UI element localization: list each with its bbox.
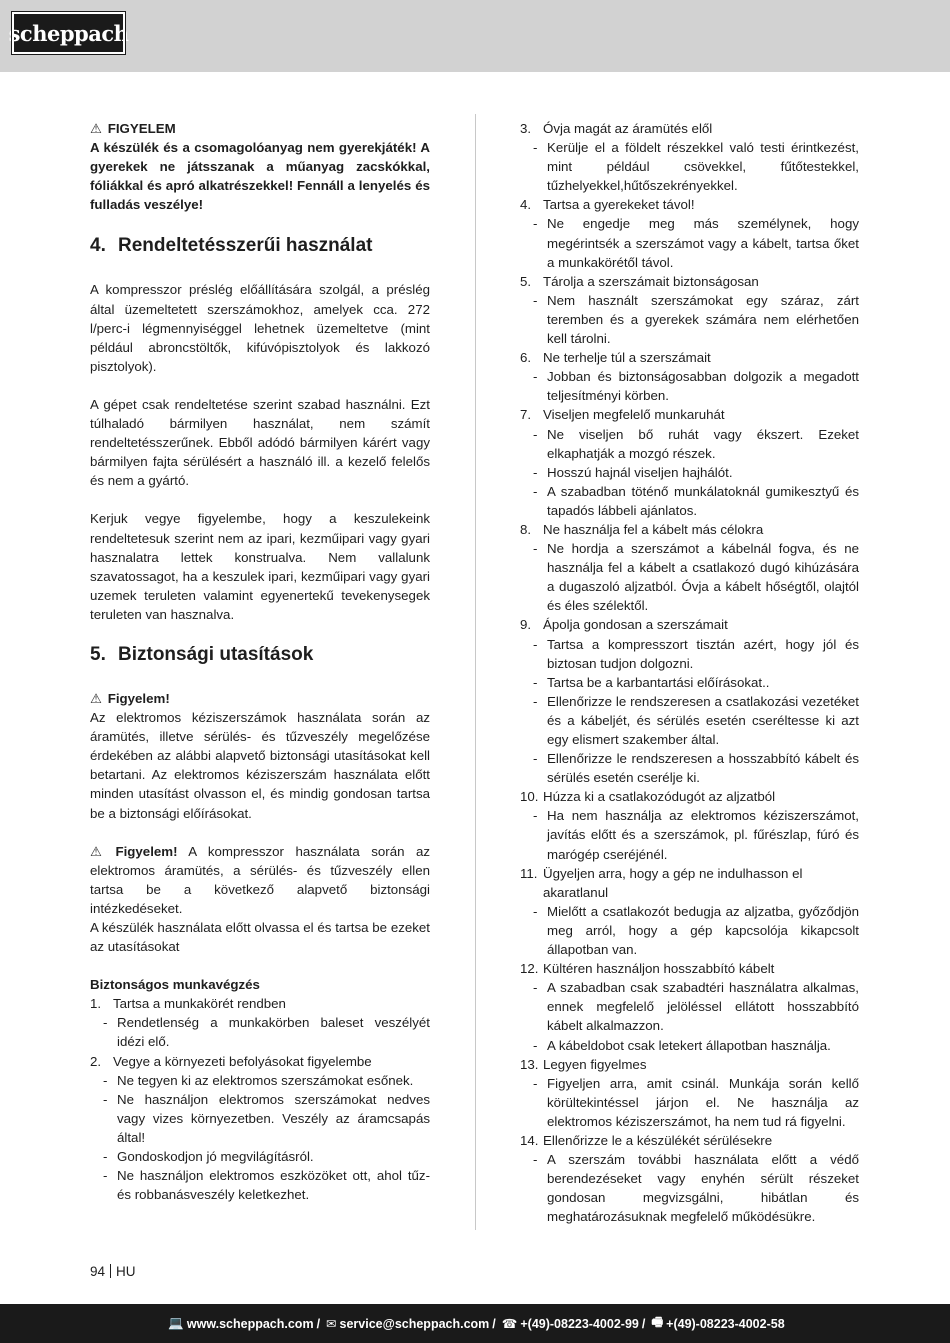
item-number: 8. xyxy=(520,521,532,537)
language-code: HU xyxy=(116,1264,136,1279)
phone-icon: ☎ xyxy=(501,1317,518,1331)
dash-marker: - xyxy=(103,1091,108,1107)
item-title: Tartsa a munkakörét rendben xyxy=(113,996,286,1012)
bullet-item xyxy=(90,1013,430,1051)
bullet-item xyxy=(90,1090,430,1147)
read-instructions-note: A készülék használata előtt olvassa el és tartsa be ezeket az utasításokat xyxy=(90,920,430,955)
page-separator xyxy=(110,1264,111,1278)
dash-marker: - xyxy=(533,636,538,652)
warning-text: A készülék és a csomagolóanyag nem gyerekjáték! A gyerekek ne játsszanak a műanyag zacskókkal, fóliákkal és apró alkatrészekkel! Fennáll a lenyelés és fulladás veszélye! xyxy=(90,140,430,213)
numbered-item xyxy=(520,787,859,806)
bullet-text: Tartsa be a karbantartási előírásokat.. xyxy=(547,674,770,690)
section-4-paragraph: A gépet csak rendeltetése szerint szabad használni. Ezt túlhaladó bármilyen használat, nem számít rendeltetésszerűnek. Ebből adódó bármilyen kárért vagy bármilyen fajta sérülésért a használó ill. a kezelő felelős és nem a gyártó. xyxy=(90,396,430,489)
numbered-item xyxy=(520,119,859,138)
bullet-item xyxy=(520,635,859,673)
warning-title: FIGYELEM xyxy=(107,121,176,136)
bullet-text: Figyeljen arra, amit csinál. Munkája során kellő körültekintéssel járjon el. Ne használja az elektromos kéziszerszámot, ha nem tud rá figyelni. xyxy=(547,1075,859,1129)
bullet-item xyxy=(90,1166,430,1204)
dash-marker: - xyxy=(533,426,538,442)
fax-number: +(49)-08223-4002-58 xyxy=(666,1316,785,1331)
bullet-item xyxy=(520,367,859,405)
section-4-paragraph: A kompresszor préslég előállítására szolgál, a préslég által üzemeltetett szerszámokhoz, amelyek cca. 272 l/perc-i légmennyiséggel lehetnek üzemeltetve (mint például abroncstöltők, kifúvópisztolyok és lakkozó pisztolyok). xyxy=(90,282,430,374)
dash-marker: - xyxy=(533,1037,538,1053)
column-divider xyxy=(475,114,476,1230)
bullet-text: Ellenőrizze le rendszeresen a hosszabbító kábelt és sérülés esetén cserélje ki. xyxy=(547,751,859,786)
item-number: 3. xyxy=(520,121,532,136)
numbered-item xyxy=(520,864,859,902)
dash-marker: - xyxy=(533,903,538,919)
item-title: Ügyeljen arra, hogy a gép ne indulhasson el akaratlanul xyxy=(543,865,803,900)
item-number: 6. xyxy=(520,350,532,366)
bullet-item xyxy=(90,1071,430,1090)
numbered-item xyxy=(520,405,859,424)
bullet-text: A szerszám további használata előtt a védő berendezéseket vagy enyhén sérült részeket gondosan megvizsgálni, hibátlan és meghatározásuknak megfelelő működésükre. xyxy=(547,1152,859,1225)
item-title: Legyen figyelmes xyxy=(543,1056,647,1072)
bullet-text: Rendetlenség a munkakörben baleset veszélyét idézi elő. xyxy=(117,1015,430,1050)
safety-warning-1: ⚠ Figyelem! Az elektromos kéziszerszámok használata során az áramütés, illetve sérülés- és tűzveszély megelőzése érdekében az alábbi alapvető biztonsági utasításokat kell betartani. Az elektromos kéziszerszám használata előtt minden utasítást olvasson el, és mindig gondosan tartsa be a biztonsági előírásokat. xyxy=(90,690,430,821)
dash-marker: - xyxy=(103,1072,108,1088)
numbered-item xyxy=(520,615,859,634)
bullet-text: Ne használjon elektromos szerszámokat nedves vagy vizes környezetben. Veszély az áramcsapás által! xyxy=(117,1091,430,1145)
bullet-text: Ha nem használja az elektromos kéziszerszámot, javítás előtt és a szerszámok, pl. fűrészlap, fúró és marógép cseréjénél. xyxy=(547,808,859,862)
bullet-text: Tartsa a kompresszort tisztán azért, hogy jól és biztosan tudjon dolgozni. xyxy=(547,636,859,671)
item-title: Kültéren használjon hosszabbító kábelt xyxy=(543,961,775,977)
bullet-item xyxy=(520,902,859,959)
bullet-item xyxy=(520,978,859,1035)
item-title: Ne terhelje túl a szerszámait xyxy=(543,350,711,366)
bullet-text: A kábeldobot csak letekert állapotban használja. xyxy=(547,1037,831,1053)
item-title: Ápolja gondosan a szerszámait xyxy=(543,617,728,633)
bullet-text: Ellenőrizze le rendszeresen a csatlakozási vezetéket és a kábeljét, és sérülés esetén cseréltesse ki azt egy elismert szakember által. xyxy=(547,693,859,747)
bullet-item xyxy=(520,138,859,195)
dash-marker: - xyxy=(533,751,538,767)
numbered-item xyxy=(90,994,430,1013)
item-title: Vegye a környezeti befolyásokat figyelembe xyxy=(113,1053,372,1069)
bullet-item xyxy=(520,1036,859,1055)
bullet-item xyxy=(90,1147,430,1166)
numbered-item xyxy=(520,195,859,214)
item-number: 14. xyxy=(520,1132,539,1148)
dash-marker: - xyxy=(533,808,538,824)
numbered-item xyxy=(520,520,859,539)
warning-triangle-icon: ⚠ xyxy=(90,843,102,859)
warning-triangle-icon: ⚠ xyxy=(90,121,102,136)
bullet-item xyxy=(520,291,859,348)
section-4-heading: 4. Rendeltetésszerűi használat xyxy=(90,235,373,257)
safe-work-list xyxy=(90,994,430,1204)
numbered-item xyxy=(520,1055,859,1074)
bullet-item xyxy=(520,673,859,692)
section-4-paragraph: Kerjuk vegye figyelembe, hogy a keszulekeink rendeltetesuk szerint nem az ipari, kezműipari vagy gyari hasznalatra lettek konstrualva. Nem vallalunk szavatossagot, ha a keszulek ipari, kezműipari vagy gyari uzemek teruleten valamint egyenertekű tevekenysegek teruleten van hasznalva. xyxy=(90,511,430,622)
bullet-text: Ne használjon elektromos eszközöket ott, ahol tűz- és robbanásveszély keletkezhet. xyxy=(117,1168,430,1203)
bullet-item xyxy=(520,214,859,271)
dash-marker: - xyxy=(103,1015,108,1031)
item-title: Ellenőrizze le a készülékét sérülésekre xyxy=(543,1132,773,1148)
bullet-text: Hosszú hajnál viseljen hajhálót. xyxy=(547,464,733,480)
item-number: 9. xyxy=(520,617,532,633)
bullet-item xyxy=(520,463,859,482)
dash-marker: - xyxy=(533,541,538,557)
fax-icon: 🖷 xyxy=(651,1315,664,1329)
item-number: 7. xyxy=(520,407,532,423)
page-number-footer xyxy=(90,1264,136,1279)
safe-work-heading: Biztonságos munkavégzés xyxy=(90,977,260,993)
contact-footer-bar: 💻 www.scheppach.com / ✉ service@scheppach.com / ☎ +(49)-08223-4002-99 / 🖷 +(49)-08223-4002-58 xyxy=(0,1304,950,1343)
bullet-item xyxy=(520,539,859,615)
dash-marker: - xyxy=(533,980,538,996)
bullet-item xyxy=(520,482,859,520)
dash-marker: - xyxy=(533,216,538,232)
header-bar xyxy=(0,0,950,72)
item-title: Viseljen megfelelő munkaruhát xyxy=(543,407,725,423)
bullet-item xyxy=(520,749,859,787)
bullet-text: Jobban és biztonságosabban dolgozik a megadott teljesítményi körben. xyxy=(547,369,859,404)
dash-marker: - xyxy=(533,464,538,480)
item-number: 5. xyxy=(520,273,532,289)
bullet-text: Ne hordja a szerszámot a kábelnál fogva, és ne használja fel a kábelt a csatlakozó dugó kihúzására a dugaszoló aljzatból. Óvja a kábelt hőségtől, olajtól és éles szélektől. xyxy=(547,541,859,614)
numbered-item xyxy=(520,1131,859,1150)
dash-marker: - xyxy=(533,483,538,499)
item-number: 2. xyxy=(90,1053,102,1069)
bullet-text: A szabadban töténő munkálatoknál gumikesztyű és tapadós lábbeli ajánlatos. xyxy=(547,483,859,518)
right-column xyxy=(520,119,859,1226)
numbered-item xyxy=(90,1052,430,1071)
section-5-heading: 5. Biztonsági utasítások xyxy=(90,643,314,665)
computer-icon: 💻 xyxy=(168,1316,184,1330)
numbered-item xyxy=(520,959,859,978)
dash-marker: - xyxy=(533,674,538,690)
dash-marker: - xyxy=(533,1075,538,1091)
numbered-item xyxy=(520,272,859,291)
safety-warning-2: ⚠ Figyelem! A kompresszor használata során az elektromos áramütés, a sérülés- és tűzveszély ellen tartsa be a következő alapvető biztonsági intézkedéseket. xyxy=(90,843,430,916)
dash-marker: - xyxy=(103,1149,108,1165)
item-title: Húzza ki a csatlakozódugót az aljzatból xyxy=(543,789,776,805)
page-number: 94 xyxy=(90,1264,106,1279)
bullet-item xyxy=(520,425,859,463)
bullet-text: Gondoskodjon jó megvilágításról. xyxy=(117,1149,314,1165)
warning-block xyxy=(90,119,430,214)
numbered-item xyxy=(520,348,859,367)
item-title: Óvja magát az áramütés elől xyxy=(543,121,713,136)
bullet-item xyxy=(520,1150,859,1226)
website-link[interactable]: www.scheppach.com xyxy=(186,1316,314,1331)
phone-number: +(49)-08223-4002-99 xyxy=(520,1316,639,1331)
item-number: 1. xyxy=(90,996,102,1012)
bullet-text: Ne tegyen ki az elektromos szerszámokat esőnek. xyxy=(117,1072,414,1088)
bullet-text: A szabadban csak szabadtéri használatra alkalmas, ennek megfelelő jelöléssel ellátott hosszabbító kábelt alkalmazzon. xyxy=(547,980,859,1034)
item-number: 12. xyxy=(520,961,539,977)
dash-marker: - xyxy=(533,140,538,156)
dash-marker: - xyxy=(533,693,538,709)
bullet-text: Ne viseljen bő ruhát vagy ékszert. Ezeket elkaphatják a mozgó részek. xyxy=(547,426,859,461)
bullet-text: Mielőtt a csatlakozót bedugja az aljzatba, győződjön meg arról, hogy a gép kapcsolója kikapcsolt állapotban van. xyxy=(547,903,859,958)
item-number: 13. xyxy=(520,1056,539,1072)
bullet-text: Nem használt szerszámokat egy száraz, zárt teremben és a gyerekek számára nem elérhetően kell tárolni. xyxy=(547,292,859,347)
dash-marker: - xyxy=(533,369,538,385)
warning-triangle-icon: ⚠ xyxy=(90,690,102,706)
bullet-item xyxy=(520,1074,859,1131)
email-icon: ✉ xyxy=(326,1317,337,1331)
email-link[interactable]: service@scheppach.com xyxy=(339,1316,490,1331)
item-title: Tárolja a szerszámait biztonságosan xyxy=(543,273,759,289)
dash-marker: - xyxy=(533,292,538,308)
item-number: 4. xyxy=(520,197,532,213)
scheppach-logo: scheppach xyxy=(12,12,125,54)
safety-rules-list xyxy=(520,119,859,1226)
bullet-text: Kerülje el a földelt részekkel való testi érintkezést, mint például csövekkel, fűtőtestekkel, tűzhelyekkel,hűtőszekrényekkel. xyxy=(547,140,859,194)
item-number: 11. xyxy=(520,865,538,881)
item-title: Ne használja fel a kábelt más célokra xyxy=(543,521,764,537)
item-title: Tartsa a gyerekeket távol! xyxy=(543,197,695,213)
bullet-text: Ne engedje meg más személynek, hogy megérintsék a szerszámot vagy a kábelt, tartsa őket a munkakörétől távol. xyxy=(547,216,859,270)
item-number: 10. xyxy=(520,789,539,805)
left-column xyxy=(90,119,430,1204)
dash-marker: - xyxy=(103,1168,108,1184)
bullet-item xyxy=(520,806,859,863)
bullet-item xyxy=(520,692,859,749)
dash-marker: - xyxy=(533,1152,538,1168)
